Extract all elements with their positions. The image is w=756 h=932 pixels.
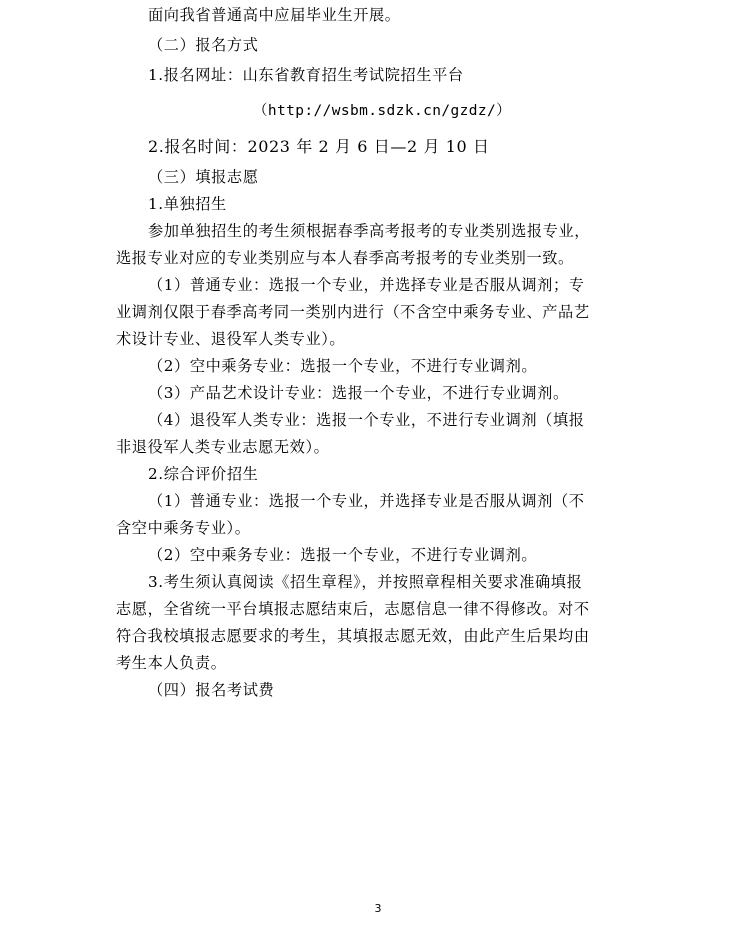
url-line: （http://wsbm.sdzk.cn/gzdz/） [252, 103, 512, 119]
paragraph-line: （3）产品艺术设计专业：选报一个专业，不进行专业调剂。 [148, 384, 569, 402]
page-number: 3 [374, 902, 382, 915]
section-heading: （二）报名方式 [148, 36, 259, 54]
paragraph-line: 选报专业对应的专业类别应与本人春季高考报考的专业类别一致。 [116, 249, 574, 267]
document-body [116, 4, 648, 701]
paragraph-line: 业调剂仅限于春季高考同一类别内进行（不含空中乘务专业、产品艺 [116, 303, 590, 321]
paragraph-line: 考生本人负责。 [116, 654, 227, 672]
section-heading: （四）报名考试费 [148, 681, 275, 699]
subsection-heading: 2.综合评价招生 [148, 465, 259, 483]
section-heading: （三）填报志愿 [148, 168, 259, 186]
paragraph-line: 志愿，全省统一平台填报志愿结束后，志愿信息一律不得修改。对不 [116, 600, 590, 618]
paragraph-line: 含空中乘务专业）。 [116, 519, 251, 537]
paragraph-line: （4）退役军人类专业：选报一个专业，不进行专业调剂（填报 [148, 411, 585, 429]
paragraph-line: 2.报名时间：2023 年 2 月 6 日—2 月 10 日 [148, 137, 490, 156]
paragraph-line: 非退役军人类专业志愿无效）。 [116, 438, 330, 456]
paragraph-line: （1）普通专业：选报一个专业，并选择专业是否服从调剂（不 [148, 492, 585, 510]
paragraph-line: （2）空中乘务专业：选报一个专业，不进行专业调剂。 [148, 357, 538, 375]
paragraph-line: 3.考生须认真阅读《招生章程》，并按照章程相关要求准确填报 [148, 573, 583, 591]
paragraph-line: 1.报名网址：山东省教育招生考试院招生平台 [148, 66, 464, 84]
paragraph-line: 面向我省普通高中应届毕业生开展。 [148, 6, 401, 24]
paragraph-line: （2）空中乘务专业：选报一个专业，不进行专业调剂。 [148, 546, 538, 564]
paragraph-line: （1）普通专业：选报一个专业，并选择专业是否服从调剂；专 [148, 276, 585, 294]
paragraph-line: 符合我校填报志愿要求的考生，其填报志愿无效，由此产生后果均由 [116, 627, 590, 645]
paragraph-line: 术设计专业、退役军人类专业）。 [116, 330, 346, 348]
subsection-heading: 1.单独招生 [148, 195, 227, 213]
paragraph-line: 参加单独招生的考生须根据春季高考报考的专业类别选报专业， [148, 222, 591, 240]
